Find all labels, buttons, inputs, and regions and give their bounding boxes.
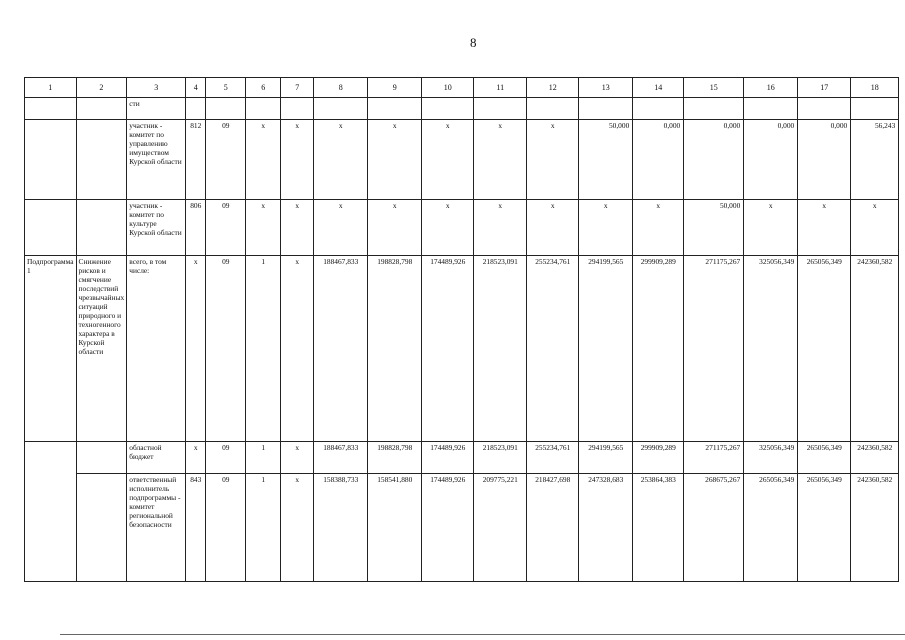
header-cell: 15	[684, 78, 744, 98]
value-cell: 253864,383	[633, 474, 684, 582]
value-cell: 265056,349	[798, 474, 851, 582]
value-cell: 218427,698	[527, 474, 579, 582]
value-cell: 198828,798	[368, 442, 422, 474]
value-cell: 0,000	[798, 120, 851, 200]
value-cell: 56,243	[851, 120, 899, 200]
header-cell: 10	[422, 78, 474, 98]
code-cell: х	[186, 256, 206, 442]
value-cell: х	[851, 200, 899, 256]
value-cell: 218523,091	[474, 442, 527, 474]
page-number: 8	[470, 35, 477, 50]
value-cell: 242360,582	[851, 474, 899, 582]
code-cell: 1	[246, 474, 281, 582]
header-cell: 18	[851, 78, 899, 98]
subprogram-cell: Подпрограмма 1	[25, 256, 77, 442]
header-cell: 2	[76, 78, 127, 98]
code-cell: 812	[186, 120, 206, 200]
header-cell: 1	[25, 78, 77, 98]
table-row	[25, 474, 899, 582]
header-cell: 7	[281, 78, 314, 98]
header-cell: 8	[314, 78, 368, 98]
page-bottom-rule	[60, 634, 905, 635]
value-cell: х	[422, 120, 474, 200]
value-cell: 50,000	[684, 200, 744, 256]
value-cell: х	[527, 200, 579, 256]
value-cell: х	[314, 200, 368, 256]
code-cell: 09	[206, 120, 246, 200]
budget-table	[24, 77, 899, 582]
header-row	[25, 78, 899, 98]
table-row	[25, 200, 899, 256]
header-cell: 13	[579, 78, 633, 98]
value-cell: 174489,926	[422, 256, 474, 442]
code-cell: х	[186, 442, 206, 474]
subprogram-title-cell: Снижение рисков и смягчение последствий чрезвычайных ситуаций природного и техногенного характера в Курской области	[76, 256, 127, 442]
value-cell: 294199,565	[579, 256, 633, 442]
value-cell: х	[422, 200, 474, 256]
table-row	[25, 98, 899, 120]
recipient-cell: участник - комитет по культуре Курской области	[127, 200, 186, 256]
value-cell: 255234,761	[527, 442, 579, 474]
value-cell: 294199,565	[579, 442, 633, 474]
recipient-cell: всего, в том числе:	[127, 256, 186, 442]
value-cell: 174489,926	[422, 474, 474, 582]
value-cell: 265056,349	[744, 474, 798, 582]
code-cell: х	[281, 474, 314, 582]
recipient-cell: ответственный исполнитель подпрограммы - комитет региональной безопасности	[127, 474, 186, 582]
header-cell: 3	[127, 78, 186, 98]
value-cell: 265056,349	[798, 256, 851, 442]
header-cell: 9	[368, 78, 422, 98]
recipient-cell: сти	[127, 98, 186, 120]
value-cell: 158541,880	[368, 474, 422, 582]
value-cell: х	[579, 200, 633, 256]
value-cell: 325056,349	[744, 256, 798, 442]
value-cell: 271175,267	[684, 256, 744, 442]
value-cell: х	[798, 200, 851, 256]
recipient-cell: областной бюджет	[127, 442, 186, 474]
value-cell: 174489,926	[422, 442, 474, 474]
code-cell: х	[246, 120, 281, 200]
header-cell: 12	[527, 78, 579, 98]
table-row	[25, 256, 899, 442]
header-cell: 5	[206, 78, 246, 98]
value-cell: х	[744, 200, 798, 256]
code-cell: 09	[206, 256, 246, 442]
code-cell: 843	[186, 474, 206, 582]
value-cell: 50,000	[579, 120, 633, 200]
value-cell: 247328,683	[579, 474, 633, 582]
value-cell: 242360,582	[851, 442, 899, 474]
value-cell: 268675,267	[684, 474, 744, 582]
value-cell: х	[474, 120, 527, 200]
recipient-cell: участник - комитет по управлению имуществом Курской области	[127, 120, 186, 200]
value-cell: 198828,798	[368, 256, 422, 442]
value-cell: 325056,349	[744, 442, 798, 474]
code-cell: х	[281, 200, 314, 256]
code-cell: х	[281, 442, 314, 474]
value-cell: х	[314, 120, 368, 200]
value-cell: х	[474, 200, 527, 256]
value-cell: 299909,289	[633, 442, 684, 474]
header-cell: 6	[246, 78, 281, 98]
code-cell: х	[246, 200, 281, 256]
code-cell: х	[281, 120, 314, 200]
table-row	[25, 442, 899, 474]
table-row	[25, 120, 899, 200]
value-cell: 242360,582	[851, 256, 899, 442]
value-cell: 255234,761	[527, 256, 579, 442]
code-cell: 09	[206, 200, 246, 256]
value-cell: 158388,733	[314, 474, 368, 582]
header-cell: 11	[474, 78, 527, 98]
value-cell: 0,000	[684, 120, 744, 200]
value-cell: х	[368, 200, 422, 256]
value-cell: х	[368, 120, 422, 200]
header-cell: 16	[744, 78, 798, 98]
code-cell: 09	[206, 474, 246, 582]
value-cell: 0,000	[744, 120, 798, 200]
code-cell: х	[281, 256, 314, 442]
code-cell: 1	[246, 256, 281, 442]
value-cell: 188467,833	[314, 442, 368, 474]
code-cell: 1	[246, 442, 281, 474]
value-cell: х	[633, 200, 684, 256]
code-cell: 09	[206, 442, 246, 474]
value-cell: 218523,091	[474, 256, 527, 442]
code-cell: 806	[186, 200, 206, 256]
value-cell: х	[527, 120, 579, 200]
value-cell: 0,000	[633, 120, 684, 200]
value-cell: 299909,289	[633, 256, 684, 442]
value-cell: 271175,267	[684, 442, 744, 474]
header-cell: 4	[186, 78, 206, 98]
value-cell: 188467,833	[314, 256, 368, 442]
header-cell: 17	[798, 78, 851, 98]
value-cell: 265056,349	[798, 442, 851, 474]
header-cell: 14	[633, 78, 684, 98]
value-cell: 209775,221	[474, 474, 527, 582]
